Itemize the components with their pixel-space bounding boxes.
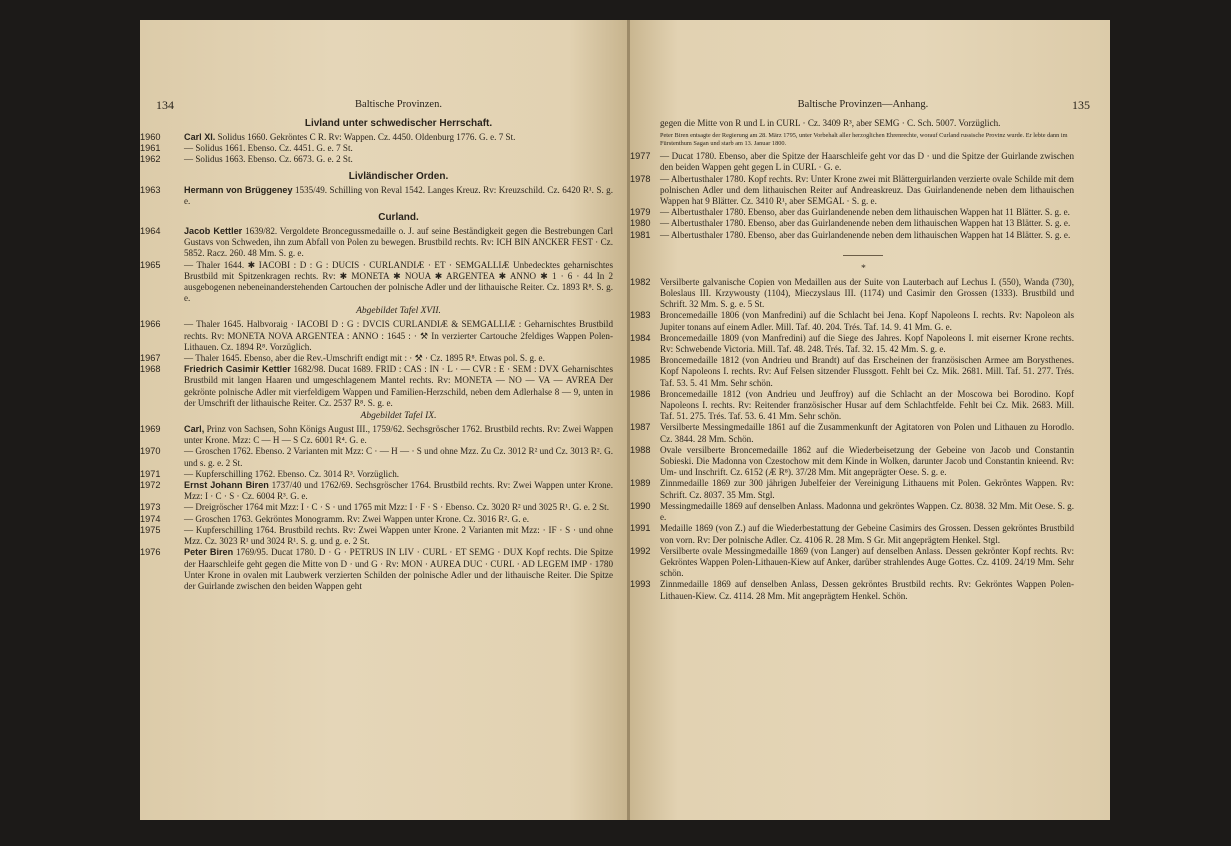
entry-number: 1975 [140,524,161,535]
entry-text: — Albertusthaler 1780. Ebenso, aber das Guirlandenende neben dem lithauischen Wappen hat 11 Blätter. S. g. e. [660,207,1070,218]
entry-number: 1989 [630,478,651,489]
right-page-header [652,98,1090,112]
catalog-entry [140,154,613,165]
catalog-entry [140,226,613,260]
entry-text: 1535/49. Schilling von Reval 1542. Langes Kreuz. Rv: Kreuzschild. Cz. 6420 R¹. S. g. e. [184,184,613,206]
catalog-entry [630,310,1074,332]
entry-number: 1991 [630,523,651,534]
entry-number: 1970 [140,446,161,457]
ruler-name: Ernst Johann Biren [184,480,269,491]
entry-text: — Albertusthaler 1780. Ebenso, aber das Guirlandenende neben dem lithauischen Wappen hat 14 Blätter. S. g. e. [660,229,1071,240]
entry-number: 1993 [630,579,651,590]
entry-text: Broncemedaille 1806 (von Manfredini) auf die Schlacht bei Jena. Kopf Napoleons I. rechts. Rv: Napoleon als Jupiter tonans auf einem Adler. Mill. Taf. 40. 204. Trés. Taf. 14. 9. 41 Mm. G. e. [660,310,1074,332]
catalog-entry [140,480,613,502]
catalog-entry [630,355,1074,389]
running-title: Baltische Provinzen—Anhang. [797,99,929,110]
entry-text: Zinnmedaille 1869 auf denselben Anlass, Dessen gekröntes Brustbild rechts. Rv: Gekröntes Wappen Polen-Lithauen-Kiew. Cz. 4114. 28 Mm. Mit angeprägtem Henkel. Schön. [660,579,1074,601]
entry-text: Versilberte ovale Messingmedaille 1869 (von Langer) auf denselben Anlass. Dessen gekrönter Kopf rechts. Rv: Gekröntes Wappen Polen-Lithauen-Kiew auf Anker, darüber strahlendes Auge Gottes. Cz. 4109. 24/19 Mm. Sehr schön. [660,545,1074,579]
entry-text: — Thaler 1645. Halbvoraig · IACOBI D : G : DVCIS CURLANDIÆ & SEMGALLIÆ : Geharnischtes Brustbild rechts. Rv: MONETA NOVA ARGENTEA : ANNO : 1645 : · ⚒ In verzierter Cartouche 2feldiges Wappen Polen-Lithauen. Cz. 1894 R⁸. Vorzüglich. [184,319,613,352]
ruler-name: Hermann von Brüggeney [184,184,293,195]
entry-number: 1977 [630,151,651,162]
ruler-name: Friedrich Casimir Kettler [184,364,291,375]
catalog-entry [630,523,1074,545]
right-page-body [630,151,1074,241]
entry-number: 1986 [630,388,651,399]
entry-number: 1963 [140,184,161,195]
continuation-text: gegen die Mitte von R und L in CURL · Cz. 3409 R³, aber SEMG · C. Sch. 5007. Vorzüglich. [660,118,1001,128]
section-divider [843,255,883,256]
entry-text: 1737/40 und 1762/69. Sechsgröscher 1764. Brustbild rechts. Rv: Zwei Wappen unter Krone. Mzz: I · C · S · Cz. 6004 R³. G. e. [184,480,613,502]
entry-number: 1992 [630,545,651,556]
catalog-entry [140,468,613,480]
left-page-header [156,98,613,112]
catalog-entry [140,424,613,446]
catalog-entry [630,276,1074,311]
entry-number: 1966 [140,319,161,330]
entry-number: 1974 [140,513,161,524]
entry-text: — Kupferschilling 1762. Ebenso. Cz. 3014 R³. Vorzüglich. [184,468,400,479]
entry-number: 1984 [630,332,651,343]
catalog-entry [630,173,1074,208]
catalog-entry [630,207,1074,218]
entry-text: 1639/82. Vergoldete Broncegussmedaille o. J. auf seine Beständigkeit gegen die Bestrebungen Carl Gustavs von Schweden, ihn zum Abfall von Polen zu bewegen. Brustbild rechts. Rv: ICH BIN ANCKER FEST · Cz. 5852. Racz. 260. 48 Mm. S. g. e. [184,226,613,259]
catalog-entry [630,229,1074,241]
catalog-entry [140,364,613,409]
entry-number: 1973 [140,502,161,513]
catalog-entry [630,500,1074,523]
entry-text: Broncemedaille 1812 (von Andrieu und Brandt) auf das Erscheinen der französischen Armee am Borysthenes. Kopf Napoleons I. rechts. Rv: Auf Felsen sitzender Flussgott. Fehlt bei Cz. Mik. 2681. Mill. Taf. 51. 277. Trés. Taf. 53. 5. 41 Mm. Sehr schön. [660,355,1074,388]
page-number: 135 [1072,98,1090,112]
catalog-entry [630,545,1074,580]
entry-text: — Groschen 1762. Ebenso. 2 Varianten mit Mzz: C · — H — · S und ohne Mzz. Zu Cz. 3012 R² und Cz. 3013 R². G. und s. g. e. 2 St. [184,446,613,468]
entry-number: 1979 [630,207,651,218]
right-page [630,20,1110,820]
entry-text: 1769/95. Ducat 1780. D · G · PETRUS IN LIV · CURL · ET SEMG · DUX Kopf rechts. Die Spitze der Haarschleife geht gegen die Mitte von D · und G · Rv: MON · AUREA DUC · CURL · AD LEGEM IMP · 1780 Unter Krone in ovalen mit Laubwerk verzierten Schilden der polnische Adler und der lithauische Reiter. Die Spitze der Guirlande zwischen den beiden Wappen geht [184,547,613,591]
catalog-entry [140,184,613,207]
plate-caption: Abgebildet Tafel XVII. [356,306,441,317]
catalog-entry [140,502,613,513]
catalog-entry [630,218,1074,229]
entry-number: 1983 [630,310,651,321]
entry-text: 1682/98. Ducat 1689. FRID : CAS : IN · L · — CVR : E · SEM : DVX Geharnischtes Brustbild mit langen Haaren und umgeschlagenem Mantel rechts. Rv: MONETA — NO — VA — AVREA Der gekrönte polnische Adler mit vierfeldigem Wappen und Familien-Herzschild, neben dem Adlerhalse 8 — 9, unten in der Umschrift der lithauische Reiter. Cz. 2537 R⁸. S. g. e. [184,364,613,408]
ruler-name: Carl, [184,424,205,435]
section-heading: Livland unter schwedischer Herrschaft. [304,118,493,129]
catalog-entry [140,446,613,468]
catalog-entry [140,132,613,143]
entry-number: 1988 [630,444,651,455]
entry-text: — Dreigröscher 1764 mit Mzz: I · C · S · und 1765 mit Mzz: I · F · S · Ebenso. Cz. 3020 R² und 3025 R¹. G. e. 2 St. [184,502,609,513]
entry-text: — Thaler 1644. ✱ IACOBI : D : G : DUCIS · CURLANDIÆ · ET · SEMGALLIÆ Unbedecktes geharnischtes Brustbild mit Spitzenkragen rechts. Rv: ✱ MONETA ✱ NOUA ✱ ARGENTEA ✱ ANNO ✱ 1 · 6 · 44 In 2 ausgebogenen nebeneinanderstehenden Cartouchen der polnische Adler und der lithauische Reiter. Cz. 1893 R⁸. S. g. e. [184,259,613,304]
entry-number: 1965 [140,259,161,270]
entry-text: — Kupferschilling 1764. Brustbild rechts. Rv: Zwei Wappen unter Krone. 2 Varianten mit Mzz: · IF · S · und ohne Mzz. Cz. 3023 R¹ und 3024 R¹. S. g. und g. e. 2 St. [184,524,613,547]
entry-number: 1985 [630,355,651,366]
entry-text: — Albertusthaler 1780. Ebenso, aber das Guirlandenende neben dem lithauischen Wappen hat 13 Blätter. S. g. e. [660,218,1071,229]
entry-number: 1960 [140,132,161,142]
catalog-entry [630,422,1074,444]
catalog-entry [140,143,613,154]
catalog-entry [630,332,1074,355]
running-title: Baltische Provinzen. [355,99,442,110]
entry-number: 1972 [140,480,161,491]
catalog-entry [140,513,613,525]
entry-text: — Albertusthaler 1780. Kopf rechts. Rv: Unter Krone zwei mit Blätterguirlanden verzierte ovale Schilde mit dem polnischen Adler und dem lithauischen Reiter auf Andreaskreuz. Das Guirlandenende neben dem lithauischen Wappen hat 9 Blätter. Cz. 3410 R¹, aber SEMGAL · S. g. e. [660,173,1074,207]
left-page-body [140,118,613,592]
entry-number: 1981 [630,229,651,240]
appendix-body [630,263,1074,602]
entry-text: — Thaler 1645. Ebenso, aber die Rev.-Umschrift endigt mit : · ⚒ · Cz. 1895 R⁸. Etwas pol. S. g. e. [184,353,545,364]
catalog-entry [140,319,613,353]
entry-text: Versilberte Messingmedaille 1861 auf die Zusammenkunft der Agitatoren von Polen und Lithauen zu Horodlo. Cz. 3844. 28 Mm. Schön. [660,422,1074,444]
entry-text: Solidus 1660. Gekröntes C R. Rv: Wappen. Cz. 4450. Oldenburg 1776. G. e. 7 St. [217,132,516,142]
entry-text: — Solidus 1663. Ebenso. Cz. 6673. G. e. 2 St. [184,154,353,165]
entry-text: Zinnmedaille 1869 zur 300 jährigen Jubelfeier der Vereinigung Lithauens mit Polen. Gekröntes Wappen. Rv: Schrift. Cz. 8037. 35 Mm. Stgl. [660,478,1074,500]
entry-text: Ovale versilberte Broncemedaille 1862 auf die Wiederbeisetzung der Gebeine von Jacob und Constantin Sobieski. Die Madonna von Czestochow mit dem Kinde in Wolken, darunter Jacob und Constantin knieend. Rv: Um- und Inschrift. Cz. 6152 (Æ R⁸). 37/28 Mm. Mit angeprägter Oese. S. g. e. [660,444,1074,478]
ruler-name: Jacob Kettler [184,226,243,237]
plate-caption: Abgebildet Tafel IX. [360,411,437,422]
section-heading: Livländischer Orden. [348,170,449,182]
entry-text: Prinz von Sachsen, Sohn Königs August III., 1759/62. Sechsgröscher 1762. Brustbild rechts. Rv: Zwei Wappen unter Krone. Mzz: C — H — S Cz. 6001 R⁴. G. e. [184,424,613,446]
catalog-entry [630,151,1074,173]
entry-number: 1982 [630,276,651,287]
catalog-entry [630,444,1074,479]
page-number: 134 [156,98,174,112]
entry-text: — Ducat 1780. Ebenso, aber die Spitze der Haarschleife geht vor das D · und die Spitze der Guirlande zwischen den beiden Wappen geht gegen L in CURL · G. e. [660,151,1074,173]
ruler-name: Carl XI. [184,132,216,142]
catalog-entry [630,388,1074,423]
ruler-name: Peter Biren [184,547,234,558]
appendix-marker: * [860,263,866,274]
entry-number: 1990 [630,500,651,511]
left-page [140,20,627,820]
entry-text: Versilberte galvanische Copien von Medaillen aus der Suite von Lauterbach auf Lechus I. (550), Wanda (730), Boleslaus III. Krzywousty (1104), Mieczyslaus III. (1174) und Casimir den Grossen (1333). Brustbild und Schrift. 32 Mm. S. g. e. 5 St. [660,276,1074,310]
entry-number: 1978 [630,173,651,184]
entry-number: 1961 [140,143,161,154]
entry-number: 1962 [140,154,161,165]
catalog-entry [140,259,613,305]
catalog-entry [140,547,613,592]
catalog-entry [630,478,1074,500]
catalog-entry [630,579,1074,601]
entry-number: 1969 [140,424,161,435]
entry-text: — Solidus 1661. Ebenso. Cz. 4451. G. e. 7 St. [184,143,353,154]
entry-text: Medaille 1869 (von Z.) auf die Wiederbestattung der Gebeine Casimirs des Grossen. Dessen gekröntes Brustbild von vorn. Rv: Der polnische Adler. Cz. 4106 R. 28 Mm. S Gr. Mit angeprägtem Henkel. Stgl. [660,523,1074,545]
catalog-entry [140,524,613,547]
entry-number: 1968 [140,364,161,375]
entry-number: 1971 [140,468,161,479]
entry-text: Broncemedaille 1809 (von Manfredini) auf die Siege des Jahres. Kopf Napoleons I. mit eiserner Krone rechts. Rv: Schwebende Victoria. Mill. Taf. 48. 248. Trés. Taf. 32. 15. 42 Mm. S. g. e. [660,332,1074,355]
entry-text: — Groschen 1763. Gekröntes Monogramm. Rv: Zwei Wappen unter Krone. Cz. 3016 R². G. e. [184,513,530,524]
entry-text: Broncemedaille 1812 (von Andrieu und Jeuffroy) auf die Schlacht an der Moscowa bei Borodino. Kopf Napoleons I. rechts. Rv: Reitender französischer Husar auf dem Schlachtfelde. Fehlt bei Cz. Mik. 2683. Mill. Taf. 51. 275. Trés. Taf. 53. 6. 41 Mm. Sehr schön. [660,388,1074,422]
entry-number: 1976 [140,547,161,558]
entry-number: 1980 [630,218,651,229]
catalog-entry [140,353,613,364]
section-heading: Curland. [378,212,419,224]
footnote: Peter Biren entsagte der Regierung am 28. März 1795, unter Vorbehalt aller herzoglichen Ehrenrechte, worauf Curland russische Provinz wurde. Er lebte dann im Fürstenthum Sagan und starb am 13. Januar 1800. [660,132,1068,147]
entry-number: 1987 [630,422,651,433]
entry-number: 1967 [140,353,161,364]
entry-text: Messingmedaille 1869 auf denselben Anlass. Madonna und gekröntes Wappen. Cz. 8038. 32 Mm. Mit Oese. S. g. e. [660,500,1074,523]
entry-number: 1964 [140,226,161,237]
